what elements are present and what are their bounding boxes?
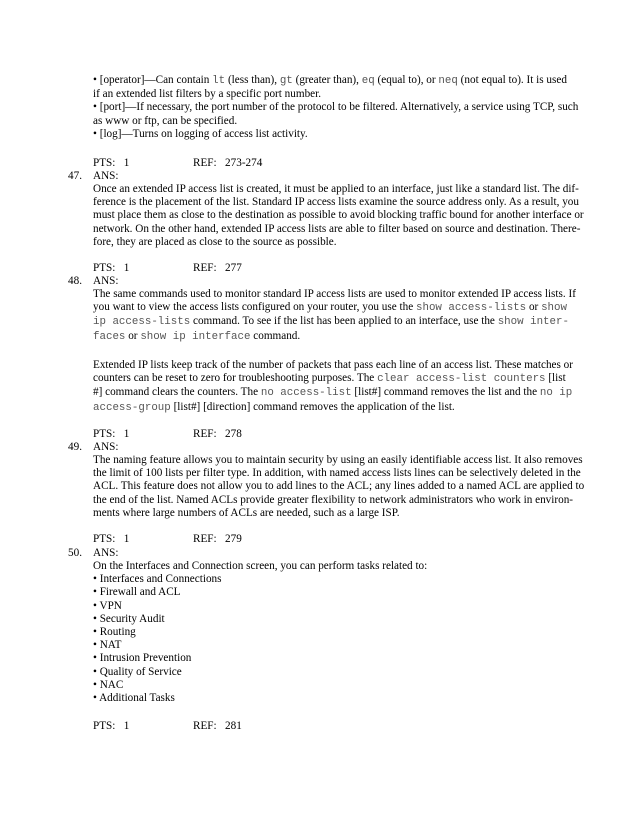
code-faces: faces: [93, 330, 126, 343]
answer-line: ments where large numbers of ACLs are needed, such as a large ISP.: [93, 506, 400, 519]
answer-line: [93, 386, 603, 400]
answer-line: On the Interfaces and Connection screen, you can perform tasks related to:: [93, 560, 428, 572]
pts-value: 1: [123, 428, 130, 440]
answer-text: [list#] [direction] command removes the application of the list.: [170, 400, 455, 413]
answer-text: or: [125, 329, 141, 342]
question-number-48: 48.: [68, 275, 82, 287]
answer-line: [93, 330, 603, 344]
answer-text: #] command clears the counters. The: [93, 386, 261, 399]
ref-value: 278: [225, 428, 242, 440]
answer-line: [93, 401, 603, 415]
ref-value: 279: [225, 533, 242, 545]
code-access-group: access-group: [93, 401, 171, 414]
list-item: • NAT: [93, 639, 122, 652]
list-item: • Security Audit: [93, 612, 165, 625]
ref-label: REF:: [193, 262, 217, 274]
ref-label: REF:: [193, 428, 217, 440]
answer-line: ference is the placement of the list. Standard IP access lists examine the source address only. As a result, you: [93, 196, 579, 209]
answer-48: [93, 288, 603, 344]
answer-line: the end of the list. Named ACLs provide greater flexibility to network administrators who work in environ-: [93, 493, 574, 506]
port-line-1: • [port]—If necessary, the port number of the protocol to be filtered. Alternatively, a service using TCP, such: [93, 101, 579, 114]
pts-ref-49: [93, 533, 393, 546]
list-item: • Intrusion Prevention: [93, 652, 192, 665]
ans-label-50: ANS:: [93, 547, 119, 559]
answer-line: [93, 372, 603, 386]
list-item: • NAC: [93, 678, 124, 691]
pts-field: [93, 428, 193, 441]
pts-label: PTS:: [93, 262, 116, 274]
log-line: • [log]—Turns on logging of access list activity.: [93, 127, 308, 140]
ans-label-48: ANS:: [93, 275, 119, 287]
intro-section: [93, 74, 603, 141]
pts-label: PTS:: [93, 157, 116, 169]
code-no-access-list: no access-list: [260, 387, 352, 400]
answer-line: the limit of 100 lists per filter type. In addition, with named access lists lines can be selectively deleted in the: [93, 467, 581, 480]
pts-field: [93, 533, 193, 546]
operator-text-2: (greater than),: [292, 74, 362, 86]
answer-text: command. To see if the list has been applied to an interface, use the: [190, 315, 498, 328]
pts-field: [93, 262, 193, 275]
answer-text: you want to view the access lists configured on your router, you use the: [93, 301, 416, 314]
answer-text: or: [526, 301, 542, 314]
answer-line: network. On the other hand, extended IP access lists are able to filter based on source and destination. There-: [93, 222, 581, 235]
pts-ref-50: [93, 720, 393, 733]
pts-value: 1: [123, 720, 130, 732]
port-line-2: as www or ftp, can be specified.: [93, 114, 238, 127]
question-number-47: 47.: [68, 170, 82, 182]
list-item: • Firewall and ACL: [93, 586, 181, 599]
pts-ref-47: [93, 262, 393, 275]
code-ip-access-lists: ip access-lists: [93, 316, 191, 329]
code-gt: gt: [279, 75, 293, 87]
answer-50: [93, 560, 603, 705]
ref-value: 277: [225, 262, 242, 274]
answer-line: ACL. This feature does not allow you to add lines to the ACL; any lines added to a named ACL are applied to: [93, 480, 585, 493]
ref-label: REF:: [193, 533, 217, 545]
answer-49: [93, 454, 603, 520]
pts-field: [93, 720, 193, 733]
question-number-49: 49.: [68, 441, 82, 453]
answer-47: [93, 183, 603, 249]
answer-line: The naming feature allows you to maintain security by using an easily identifiable access list. It also removes: [93, 454, 583, 466]
pts-label: PTS:: [93, 428, 116, 440]
question-number-50: 50.: [68, 547, 82, 559]
code-show-ip-interface: show ip interface: [140, 330, 251, 343]
answer-text: counters can be reset to zero for troubleshooting purposes. The: [93, 372, 378, 385]
answer-line: The same commands used to monitor standard IP access lists are used to monitor extended IP access lists. If: [93, 288, 576, 300]
pts-ref-46: [93, 157, 393, 170]
code-clear-counters: clear access-list counters: [377, 373, 546, 386]
answer-text: [list: [545, 372, 566, 385]
answer-line: Extended IP lists keep track of the number of packets that pass each line of an access list. These matches or: [93, 359, 573, 371]
pts-field: [93, 157, 193, 170]
code-no-ip: no ip: [539, 387, 573, 400]
list-item: • Quality of Service: [93, 665, 182, 678]
operator-line: [93, 74, 603, 88]
answer-text: command.: [250, 329, 301, 342]
answer-line: [93, 301, 603, 315]
list-item: • Additional Tasks: [93, 692, 175, 705]
code-show-interfaces: show inter-: [497, 316, 569, 329]
pts-ref-48: [93, 428, 393, 441]
answer-line: must place them as close to the destination as possible to avoid blocking traffic bound for another interface or: [93, 209, 584, 222]
ref-label: REF:: [193, 720, 217, 732]
answer-line: [93, 315, 603, 329]
answer-line: fore, they are placed as close to the source as possible.: [93, 235, 337, 248]
operator-text-3: (equal to), or: [374, 74, 439, 86]
answer-line: Once an extended IP access list is created, it must be applied to an interface, just like a standard list. The dif-: [93, 183, 579, 195]
pts-value: 1: [123, 262, 130, 274]
code-lt: lt: [212, 75, 226, 87]
answer-text: [list#] command removes the list and the: [351, 386, 540, 399]
ans-label-47: ANS:: [93, 170, 119, 182]
operator-text-1: (less than),: [225, 74, 280, 86]
code-show: show: [541, 302, 567, 315]
ref-value: 281: [225, 720, 242, 732]
pts-label: PTS:: [93, 533, 116, 545]
code-neq: neq: [438, 75, 458, 87]
pts-value: 1: [123, 157, 130, 169]
code-eq: eq: [361, 75, 375, 87]
list-item: • VPN: [93, 599, 122, 612]
operator-text: • [operator]—Can contain: [93, 74, 213, 86]
operator-line-2: if an extended list filters by a specific port number.: [93, 88, 322, 101]
list-item: • Interfaces and Connections: [93, 573, 222, 586]
pts-label: PTS:: [93, 720, 116, 732]
pts-value: 1: [123, 533, 130, 545]
ref-label: REF:: [193, 157, 217, 169]
ref-value: 273-274: [225, 157, 263, 169]
answer-48-paragraph-2: [93, 359, 603, 415]
list-item: • Routing: [93, 626, 136, 639]
code-show-access-lists: show access-lists: [415, 302, 527, 315]
ans-label-49: ANS:: [93, 441, 119, 453]
operator-text-4: (not equal to). It is used: [457, 74, 567, 86]
